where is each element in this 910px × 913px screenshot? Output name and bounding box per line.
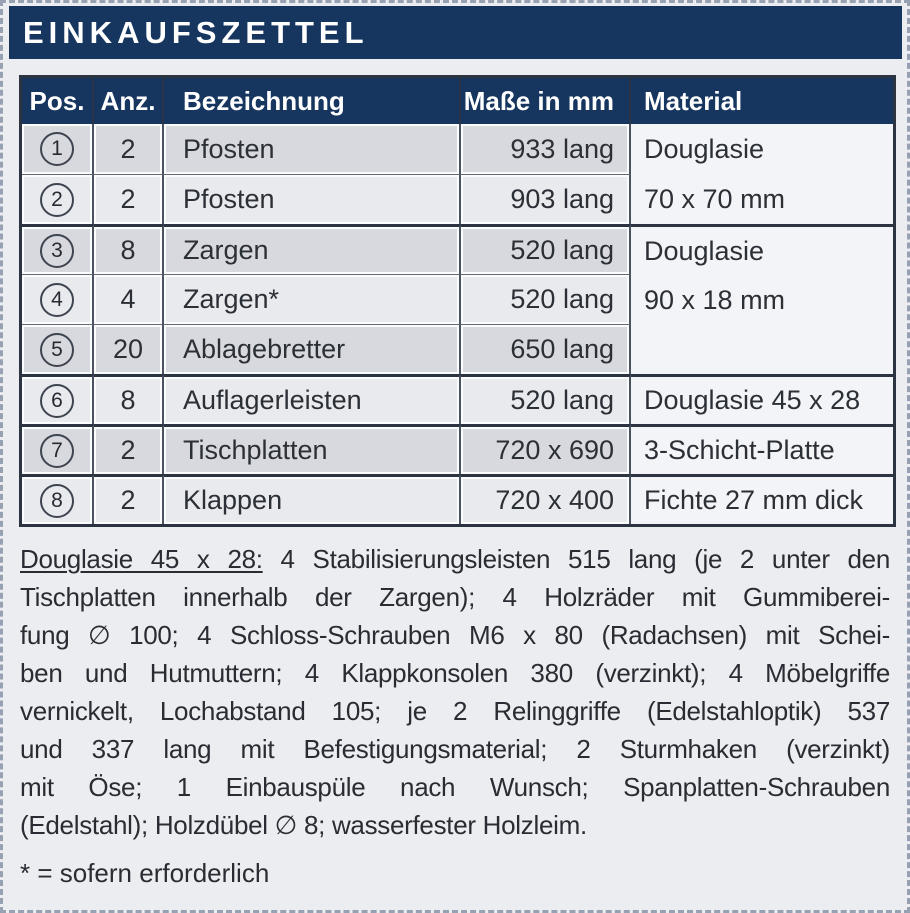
material-cell <box>631 374 893 424</box>
material-line: 70 x 70 mm <box>644 183 786 214</box>
header-pos: Pos. <box>22 78 94 124</box>
pos-circle: 3 <box>40 234 74 268</box>
pos-cell <box>22 324 94 374</box>
masse-cell: 520 lang <box>461 374 631 424</box>
material-line: Douglasie <box>644 236 765 266</box>
pos-circle: 7 <box>40 434 74 468</box>
anz-cell: 2 <box>94 174 164 224</box>
masse-cell: 720 x 400 <box>461 474 631 524</box>
footnote-line-text: 4 Stabilisierungsleisten 515 lang (je 2 unter den <box>262 544 890 574</box>
anz-cell: 20 <box>94 324 164 374</box>
masse-cell: 720 x 690 <box>461 424 631 474</box>
pos-circle: 8 <box>40 484 74 518</box>
material-line: Fichte 27 mm dick <box>644 485 864 515</box>
material-cell <box>631 424 893 474</box>
masse-cell: 520 lang <box>461 274 631 324</box>
material-cell <box>631 224 893 374</box>
material-line: Douglasie <box>644 133 765 164</box>
pos-circle: 6 <box>40 384 74 418</box>
masse-cell: 650 lang <box>461 324 631 374</box>
bezeichnung-cell: Zargen* <box>164 274 461 324</box>
material-line: 3-Schicht-Platte <box>644 435 835 465</box>
page-title: EINKAUFSZETTEL <box>23 14 369 50</box>
header-masse: Maße in mm <box>461 78 631 124</box>
bezeichnung-cell: Auflagerleisten <box>164 374 461 424</box>
anz-cell: 2 <box>94 474 164 524</box>
masse-cell: 520 lang <box>461 224 631 274</box>
pos-cell <box>22 474 94 524</box>
pos-cell <box>22 224 94 274</box>
pos-circle: 5 <box>40 333 74 367</box>
pos-circle: 1 <box>40 132 74 166</box>
bezeichnung-cell: Klappen <box>164 474 461 524</box>
header-bezeichnung: Bezeichnung <box>164 78 461 124</box>
bezeichnung-cell: Pfosten <box>164 124 461 174</box>
anz-cell: 8 <box>94 224 164 274</box>
material-cell <box>631 474 893 524</box>
asterisk-legend: * = sofern erforderlich <box>20 858 270 888</box>
footnote-line: und 337 lang mit Befestigungsmaterial; 2 Sturmhaken (verzinkt) <box>20 734 890 764</box>
pos-cell <box>22 424 94 474</box>
anz-cell: 2 <box>94 424 164 474</box>
title-bar <box>9 6 902 59</box>
pos-circle: 4 <box>40 283 74 317</box>
pos-cell <box>22 124 94 174</box>
header-anz: Anz. <box>94 78 164 124</box>
footnote-line: mit Öse; 1 Einbauspüle nach Wunsch; Spanplatten-Schrauben <box>20 772 890 802</box>
footnote-paragraph <box>20 540 890 844</box>
material-cell <box>631 124 893 224</box>
bezeichnung-cell: Tischplatten <box>164 424 461 474</box>
material-line: 90 x 18 mm <box>644 285 786 315</box>
parts-table <box>19 75 896 527</box>
header-material: Material <box>631 78 893 124</box>
footnote-line: vernickelt, Lochabstand 105; je 2 Relinggriffe (Edelstahloptik) 537 <box>20 696 890 726</box>
footnote-line: fung ∅ 100; 4 Schloss-Schrauben M6 x 80 (Radachsen) mit Schei- <box>20 620 890 650</box>
footnote-line: (Edelstahl); Holzdübel ∅ 8; wasserfester Holzleim. <box>20 810 587 840</box>
material-line <box>631 325 893 374</box>
bezeichnung-cell: Ablagebretter <box>164 324 461 374</box>
pos-cell <box>22 174 94 224</box>
anz-cell: 2 <box>94 124 164 174</box>
bezeichnung-cell: Zargen <box>164 224 461 274</box>
masse-cell: 903 lang <box>461 174 631 224</box>
pos-cell <box>22 374 94 424</box>
material-line: Douglasie 45 x 28 <box>644 385 861 415</box>
footnote-line <box>20 540 890 578</box>
footnote-line: Tischplatten innerhalb der Zargen); 4 Holzräder mit Gummiberei- <box>20 582 890 612</box>
pos-circle: 2 <box>40 183 74 217</box>
pos-cell <box>22 274 94 324</box>
anz-cell: 8 <box>94 374 164 424</box>
bezeichnung-cell: Pfosten <box>164 174 461 224</box>
masse-cell: 933 lang <box>461 124 631 174</box>
anz-cell: 4 <box>94 274 164 324</box>
footnote-line: ben und Hutmuttern; 4 Klappkonsolen 380 (verzinkt); 4 Möbelgriffe <box>20 658 890 688</box>
footnote-lead: Douglasie 45 x 28: <box>20 544 263 574</box>
